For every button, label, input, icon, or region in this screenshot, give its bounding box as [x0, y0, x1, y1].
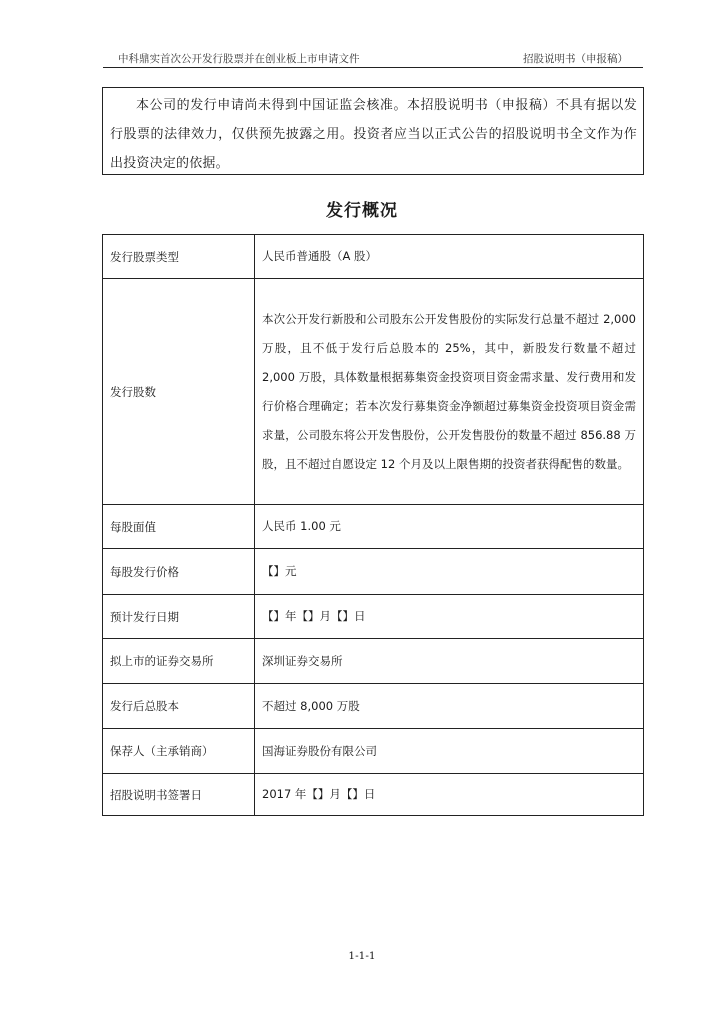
row-label: 预计发行日期 — [103, 595, 255, 639]
row-value: 本次公开发行新股和公司股东公开发售股份的实际发行总量不超过 2,000 万股，且不低于发行后总股本的 25%，其中，新股发行数量不超过 2,000 万股，具体数量根据募集资金投资项目资金需求量、发行费用和发行价格合理确定；若本次发行募集资金净额超过募集资金投资项目资金需求量，公司股东将公开发售股份，公开发售股份的数量不超过 856.88 万股，且不超过自愿设定 12 个月及以上限售期的投资者获得配售的数量。 — [255, 279, 644, 505]
table-row — [103, 505, 644, 549]
table-row — [103, 729, 644, 774]
table-row — [103, 684, 644, 729]
row-label: 每股面值 — [103, 505, 255, 549]
disclaimer-notice-box: 本公司的发行申请尚未得到中国证监会核准。本招股说明书（申报稿）不具有据以发行股票的法律效力，仅供预先披露之用。投资者应当以正式公告的招股说明书全文作为作出投资决定的依据。 — [102, 87, 644, 175]
table-row — [103, 774, 644, 816]
page-header — [103, 50, 643, 67]
page-number: 1-1-1 — [348, 950, 376, 962]
row-value: 【】年【】月【】日 — [255, 595, 644, 639]
header-document-title: 中科鼎实首次公开发行股票并在创业板上市申请文件 — [118, 53, 360, 65]
section-title: 发行概况 — [326, 201, 398, 221]
table-row — [103, 595, 644, 639]
table-row — [103, 639, 644, 684]
row-value: 2017 年【】月【】日 — [255, 774, 644, 816]
row-label: 拟上市的证券交易所 — [103, 639, 255, 684]
row-label: 每股发行价格 — [103, 549, 255, 595]
row-label: 保荐人（主承销商） — [103, 729, 255, 774]
header-divider — [103, 67, 643, 68]
row-label: 发行股数 — [103, 279, 255, 505]
row-value: 不超过 8,000 万股 — [255, 684, 644, 729]
row-label: 发行后总股本 — [103, 684, 255, 729]
table-row — [103, 549, 644, 595]
row-value: 人民币 1.00 元 — [255, 505, 644, 549]
row-value: 【】元 — [255, 549, 644, 595]
offering-overview-table — [102, 234, 644, 816]
header-document-type: 招股说明书（申报稿） — [523, 53, 628, 65]
table-row — [103, 279, 644, 505]
row-value: 人民币普通股（A 股） — [255, 235, 644, 279]
row-value: 深圳证券交易所 — [255, 639, 644, 684]
row-label: 招股说明书签署日 — [103, 774, 255, 816]
row-label: 发行股票类型 — [103, 235, 255, 279]
table-row — [103, 235, 644, 279]
row-value: 国海证券股份有限公司 — [255, 729, 644, 774]
